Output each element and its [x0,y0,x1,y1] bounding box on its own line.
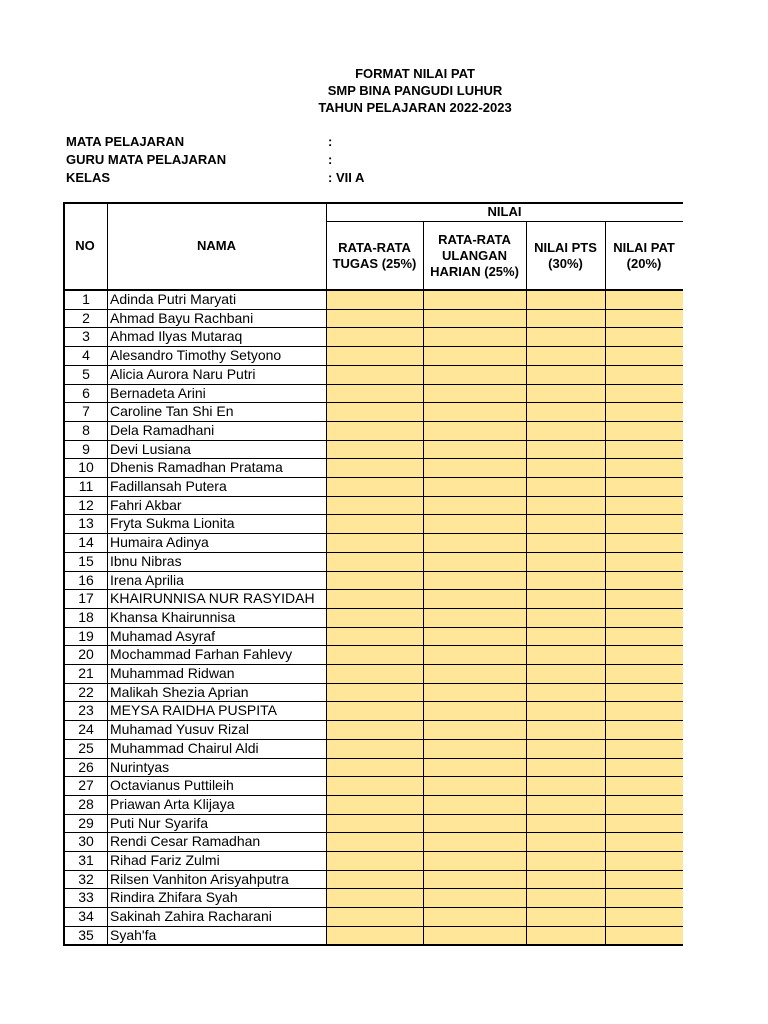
student-name: Khansa Khairunnisa [110,608,236,625]
table-row [63,290,683,309]
row-divider [63,309,683,310]
table-row [63,346,683,365]
table-row [63,589,683,608]
row-divider [63,739,683,740]
table-row [63,327,683,346]
student-name: Fahri Akbar [110,496,182,513]
info-label: KELAS [66,170,111,185]
row-number: 32 [78,870,94,887]
document-title: FORMAT NILAI PAT [355,66,475,81]
row-divider [63,701,683,702]
table-row [63,888,683,907]
row-divider [63,402,683,403]
table-border-left [63,202,65,945]
student-name: Rihad Fariz Zulmi [110,852,220,868]
row-number: 2 [82,309,90,326]
student-name: Fryta Sukma Lionita [110,515,235,532]
student-name: Muhammad Ridwan [110,665,235,681]
row-number: 7 [82,403,90,420]
student-name: Malikah Shezia Aprian [110,683,249,700]
row-divider [63,608,683,609]
student-name: Fadillansah Putera [110,478,227,494]
student-name: KHAIRUNNISA NUR RASYIDAH [110,590,315,607]
row-number: 26 [78,758,94,775]
student-name: Dela Ramadhani [110,421,215,438]
student-name: Bernadeta Arini [110,384,206,401]
table-row [63,870,683,889]
row-divider [63,552,683,553]
row-divider [63,814,683,815]
table-row [63,496,683,515]
row-divider [63,795,683,796]
student-name: Syah'fa [110,926,157,943]
row-divider [63,851,683,852]
table-row [63,458,683,477]
row-divider [63,477,683,478]
info-value: : VII A [328,170,365,185]
column-header-ulangan: RATA-RATA ULANGAN HARIAN (25%) [430,231,519,279]
row-number: 10 [78,459,94,476]
table-row [63,832,683,851]
table-row [63,571,683,590]
row-divider [63,758,683,759]
table-row [63,309,683,328]
table-row [63,402,683,421]
row-divider [63,683,683,684]
table-border-bottom [63,944,683,946]
row-divider [63,776,683,777]
row-number: 35 [78,926,94,943]
table-row [63,365,683,384]
row-number: 6 [82,384,90,401]
table-row [63,907,683,926]
row-number: 24 [78,721,94,738]
row-divider [63,888,683,889]
school-name: SMP BINA PANGUDI LUHUR [327,83,503,98]
row-number: 13 [78,515,94,532]
row-number: 19 [78,627,94,644]
table-row [63,776,683,795]
student-name: Humaira Adinya [110,534,209,551]
row-number: 33 [78,889,94,906]
row-divider [63,571,683,572]
row-divider [63,533,683,534]
header-bottom-border [63,289,683,291]
student-name: Ibnu Nibras [110,552,182,569]
table-row [63,664,683,683]
info-value: : [328,134,333,149]
student-name: Ahmad Ilyas Mutaraq [110,328,243,345]
column-header-pat: NILAI PAT (20%) [613,239,675,271]
row-divider [63,440,683,441]
row-number: 5 [82,365,90,382]
table-row [63,926,683,945]
info-value: : [328,152,333,167]
row-number: 18 [78,608,94,625]
row-number: 14 [78,534,94,551]
student-name: MEYSA RAIDHA PUSPITA [110,702,278,719]
table-row [63,645,683,664]
info-label: MATA PELAJARAN [66,134,185,149]
row-number: 3 [82,328,90,345]
row-number: 28 [78,795,94,812]
column-header-nama: NAMA [197,238,236,253]
table-row [63,795,683,814]
col-divider [526,221,527,945]
student-name: Caroline Tan Shi En [110,403,234,420]
row-number: 16 [78,571,94,588]
student-name: Puti Nur Syarifa [110,814,209,831]
row-divider [63,514,683,515]
row-number: 15 [78,552,94,569]
student-name: Devi Lusiana [110,440,191,457]
student-name: Alesandro Timothy Setyono [110,347,282,364]
table-row [63,533,683,552]
table-row [63,627,683,646]
row-number: 27 [78,777,94,794]
row-divider [63,365,683,366]
table-row [63,608,683,627]
row-number: 12 [78,496,94,513]
col-divider [326,202,327,945]
table-row [63,739,683,758]
row-number: 23 [78,702,94,719]
row-divider [63,589,683,590]
table-row [63,552,683,571]
table-row [63,384,683,403]
table-border-top [63,202,683,204]
column-header-pts: NILAI PTS (30%) [534,239,597,271]
col-divider [605,221,606,945]
column-group-nilai: NILAI [487,203,522,219]
student-name: Nurintyas [110,758,170,775]
row-divider [63,346,683,347]
student-name: Mochammad Farhan Fahlevy [110,646,293,663]
table-row [63,758,683,777]
student-name: Alicia Aurora Naru Putri [110,365,256,382]
row-divider [63,832,683,833]
row-number: 17 [78,590,94,607]
row-number: 9 [82,440,90,457]
student-name: Rendi Cesar Ramadhan [110,833,261,850]
row-divider [63,627,683,628]
col-divider [423,221,424,945]
info-label: GURU MATA PELAJARAN [66,152,227,167]
row-divider [63,907,683,908]
row-divider [63,421,683,422]
row-number: 4 [82,347,90,364]
nilai-divider [326,221,683,222]
row-number: 20 [78,646,94,663]
row-divider [63,384,683,385]
table-row [63,683,683,702]
student-name: Rindira Zhifara Syah [110,889,238,906]
student-name: Muhammad Chairul Aldi [110,739,259,756]
row-number: 8 [82,421,90,438]
row-divider [63,458,683,459]
student-name: Irena Aprilia [110,571,184,588]
student-name: Octavianus Puttileih [110,777,234,794]
row-number: 21 [78,665,94,681]
row-number: 29 [78,814,94,831]
row-number: 22 [78,683,94,700]
row-number: 11 [78,478,94,494]
student-name: Priawan Arta Klijaya [110,795,235,812]
row-divider [63,664,683,665]
table-row [63,814,683,833]
student-name: Sakinah Zahira Racharani [110,908,272,925]
row-divider [63,645,683,646]
student-name: Muhamad Yusuv Rizal [110,721,250,738]
student-name: Muhamad Asyraf [110,627,216,644]
row-number: 31 [78,852,94,868]
row-divider [63,926,683,927]
table-row [63,720,683,739]
table-row [63,477,683,496]
row-divider [63,496,683,497]
col-divider [107,202,108,945]
grade-table [63,202,683,942]
row-divider [63,720,683,721]
row-number: 25 [78,739,94,756]
table-row [63,440,683,459]
student-name: Rilsen Vanhiton Arisyahputra [110,870,289,887]
column-header-no: NO [75,238,95,253]
student-name: Dhenis Ramadhan Pratama [110,459,283,476]
row-number: 30 [78,833,94,850]
row-divider [63,870,683,871]
table-row [63,421,683,440]
column-header-tugas: RATA-RATA TUGAS (25%) [332,239,417,271]
table-row [63,851,683,870]
row-divider [63,327,683,328]
student-name: Ahmad Bayu Rachbani [110,309,254,326]
academic-year: TAHUN PELAJARAN 2022-2023 [318,100,512,115]
row-number: 34 [78,908,94,925]
table-row [63,514,683,533]
student-name: Adinda Putri Maryati [110,291,237,307]
row-number: 1 [82,291,90,307]
table-row [63,701,683,720]
